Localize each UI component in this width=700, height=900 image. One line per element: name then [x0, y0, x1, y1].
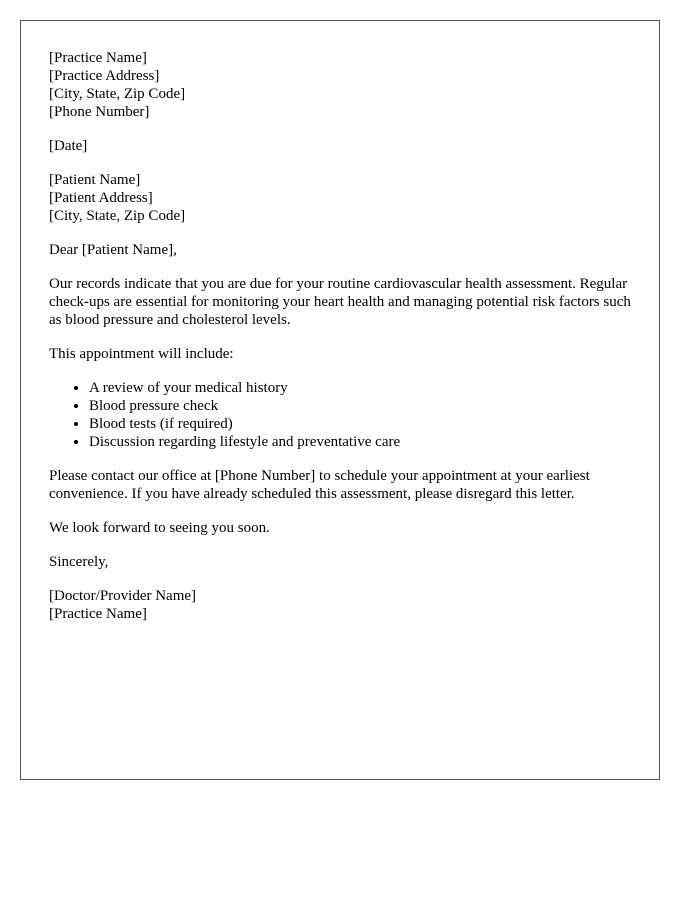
letter-date: [Date] — [49, 138, 88, 154]
salutation: Dear [Patient Name], — [49, 242, 177, 258]
list-item: • Discussion regarding lifestyle and preventative care — [89, 433, 631, 451]
list-item: • A review of your medical history — [89, 379, 631, 397]
sender-practice-name: [Practice Name] — [49, 50, 147, 66]
recipient-address: [Patient Address] — [49, 190, 153, 206]
list-intro: This appointment will include: — [49, 346, 234, 362]
closing: Sincerely, — [49, 554, 109, 570]
contact-paragraph: Please contact our office at [Phone Number] to schedule your appointment at your earliest convenience. If you have already scheduled this assessment, please disregard this letter. — [49, 468, 590, 502]
signature-practice-name: [Practice Name] — [49, 606, 147, 622]
list-item: • Blood pressure check — [89, 397, 631, 415]
recipient-name: [Patient Name] — [49, 172, 141, 188]
intro-paragraph: Our records indicate that you are due for your routine cardiovascular health assessment. Regular check-ups are essential for monitoring your heart health and managing potential risk factors such as blood pressure and cholesterol levels. — [49, 276, 631, 328]
sender-city-state-zip: [City, State, Zip Code] — [49, 86, 186, 102]
signature-block — [49, 587, 631, 623]
date-block — [49, 137, 631, 155]
list-item: • Blood tests (if required) — [89, 415, 631, 433]
sender-address-block — [49, 49, 631, 121]
recipient-city-state-zip: [City, State, Zip Code] — [49, 208, 186, 224]
appointment-items-list — [49, 379, 631, 451]
letter-page — [20, 20, 660, 780]
provider-name: [Doctor/Provider Name] — [49, 588, 197, 604]
sender-phone: [Phone Number] — [49, 104, 150, 120]
closing-line: We look forward to seeing you soon. — [49, 520, 270, 536]
recipient-address-block — [49, 171, 631, 225]
sender-practice-address: [Practice Address] — [49, 68, 160, 84]
